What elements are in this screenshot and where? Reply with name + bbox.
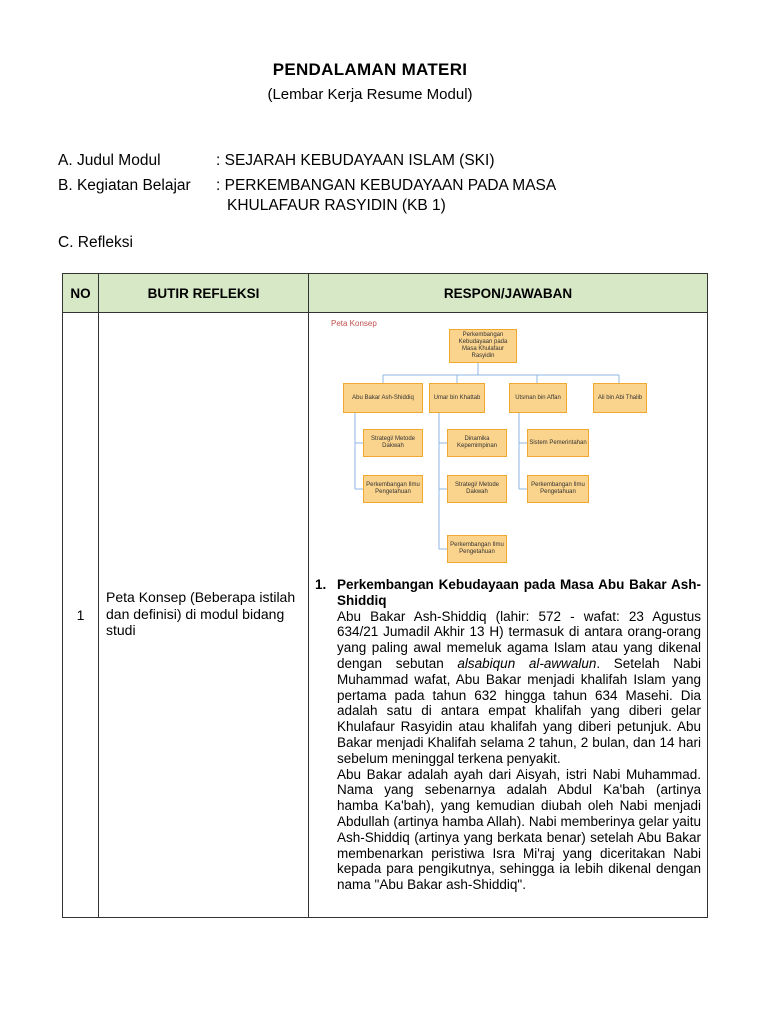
response-body xyxy=(315,609,701,893)
response-paragraph-1 xyxy=(337,609,701,767)
table-header-row xyxy=(63,274,708,313)
learning-activity-row xyxy=(58,177,718,217)
response-text xyxy=(315,577,701,893)
page-subtitle: (Lembar Kerja Resume Modul) xyxy=(267,86,473,103)
caliph-umar-box: Umar bin Khattab xyxy=(429,383,485,413)
module-title-value: : SEJARAH KEBUDAYAAN ISLAM (SKI) xyxy=(216,152,495,169)
header-butir-refleksi: BUTIR REFLEKSI xyxy=(99,274,309,313)
caliph-ali-box: Ali bin Abi Thalib xyxy=(593,383,647,413)
learning-activity-value-line2: KHULAFAUR RASYIDIN (KB 1) xyxy=(227,197,446,214)
row-number: 1 xyxy=(63,313,99,918)
learning-activity-label: B. Kegiatan Belajar xyxy=(58,177,191,194)
umar-strategy-box: Strategi/ Metode Dakwah xyxy=(447,475,507,503)
learning-activity-value-line1: : PERKEMBANGAN KEBUDAYAAN PADA MASA xyxy=(216,177,557,194)
reflection-table xyxy=(62,273,708,918)
paragraph-1-italic-term: alsabiqun al-awwalun xyxy=(457,655,597,671)
caliph-utsman-box: Utsman bin Affan xyxy=(509,383,567,413)
response-item-number: 1. xyxy=(315,577,327,592)
row-butir-refleksi: Peta Konsep (Beberapa istilah dan definisi) di modul bidang studi xyxy=(99,313,309,918)
header-respon-jawaban: RESPON/JAWABAN xyxy=(309,274,708,313)
header-no: NO xyxy=(63,274,99,313)
concept-map xyxy=(327,317,657,567)
reflection-label: C. Refleksi xyxy=(58,234,133,251)
umar-science-box: Perkembangan Ilmu Pengetahuan xyxy=(447,535,507,563)
paragraph-1-part-a: Abu Bakar Ash-Shiddiq (lahir: 572 - wafat: 23 Agustus 634/21 Jumadil Akhir 13 H) termasuk di antara orang-orang yang paling awal memeluk agama Islam atau yang dikenal dengan sebutan xyxy=(337,608,701,671)
utsman-science-box: Perkembangan Ilmu Pengetahuan xyxy=(527,475,589,503)
row-response-cell xyxy=(309,313,708,918)
response-heading-text: Perkembangan Kebudayaan pada Masa Abu Bakar Ash-Shiddiq xyxy=(337,577,701,608)
response-paragraph-2: Abu Bakar adalah ayah dari Aisyah, istri Nabi Muhammad. Nama yang sebenarnya adalah Abdul Ka'bah (artinya hamba Ka'bah), yang kemudian diubah oleh Nabi menjadi Abdullah (artinya hamba Allah). Nabi memberinya gelar yaitu Ash-Shiddiq (artinya yang berkata benar) setelah Abu Bakar membenarkan peristiwa Isra Mi'raj yang diceritakan Nabi kepada para pengikutnya, sehingga ia lebih dikenal dengan nama "Abu Bakar ash-Shiddiq". xyxy=(337,766,701,893)
concept-map-label: Peta Konsep xyxy=(331,319,377,328)
caliph-abu-bakar-box: Abu Bakar Ash-Shiddiq xyxy=(343,383,423,413)
concept-root-box: Perkembangan Kebudayaan pada Masa Khulafaur Rasyidin xyxy=(449,329,517,363)
paragraph-1-part-b: . Setelah Nabi Muhammad wafat, Abu Bakar menjadi khalifah Islam yang pertama pada tahun 632 hingga tahun 634 Masehi. Dia adalah satu di antara empat khalifah yang diberi gelar Khulafaur Rasyidin atau khalifah yang diberi petunjuk. Abu Bakar menjadi Khalifah selama 2 tahun, 2 bulan, dan 14 hari sebelum meninggal terkena penyakit. xyxy=(337,655,701,766)
abu-bakar-strategy-box: Strategi/ Metode Dakwah xyxy=(363,429,423,457)
response-heading xyxy=(315,577,701,609)
page-title: PENDALAMAN MATERI xyxy=(272,60,468,79)
table-row xyxy=(63,313,708,918)
abu-bakar-science-box: Perkembangan Ilmu Pengetahuan xyxy=(363,475,423,503)
umar-leadership-box: Dinamika Kepemimpinan xyxy=(447,429,507,457)
module-title-label: A. Judul Modul xyxy=(58,152,161,169)
utsman-government-box: Sistem Pemerintahan xyxy=(527,429,589,457)
module-title-row xyxy=(58,152,718,172)
